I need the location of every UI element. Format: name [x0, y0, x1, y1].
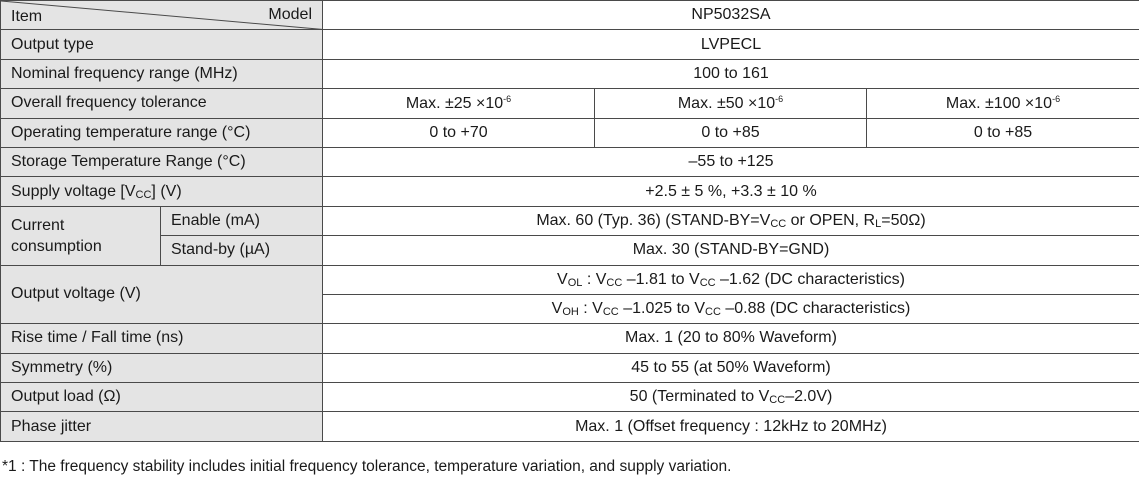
- table-row: [1, 59, 1139, 88]
- tolerance-value-1: Max. $\pm 25 \times 10^{-6}$: [323, 89, 595, 118]
- header-corner-cell: [1, 1, 323, 30]
- row-value: –55 to +125: [323, 147, 1139, 176]
- row-value: 50 (Terminated to VCC–2.0V): [323, 383, 1139, 412]
- table-row: [1, 353, 1139, 382]
- row-label: Overall frequency tolerance: [1, 89, 323, 118]
- output-voltage-label: Output voltage (V): [1, 265, 323, 324]
- table-row: [1, 324, 1139, 353]
- tolerance-value-2: Max. $\pm 50 \times 10^{-6}$: [595, 89, 867, 118]
- row-label: Nominal frequency range (MHz): [1, 59, 323, 88]
- header-row: [1, 1, 1139, 30]
- row-label: Rise time / Fall time (ns): [1, 324, 323, 353]
- row-label: Operating temperature range (°C): [1, 118, 323, 147]
- row-label: Output type: [1, 30, 323, 59]
- row-value: LVPECL: [323, 30, 1139, 59]
- row-label: Symmetry (%): [1, 353, 323, 382]
- table-row: [1, 236, 1139, 265]
- table-row: [1, 412, 1139, 441]
- table-row: [1, 177, 1139, 206]
- operating-temp-value-1: 0 to +70: [323, 118, 595, 147]
- vol-value: VOL : VCC –1.81 to VCC –1.62 (DC characteristics): [323, 265, 1139, 294]
- model-header-label: Model: [268, 6, 312, 23]
- current-consumption-label: Current consumption: [1, 206, 161, 265]
- row-value: +2.5 ± 5 %, +3.3 ± 10 %: [323, 177, 1139, 206]
- operating-temp-value-3: 0 to +85: [867, 118, 1139, 147]
- row-value: 45 to 55 (at 50% Waveform): [323, 353, 1139, 382]
- row-label: Phase jitter: [1, 412, 323, 441]
- footnote: *1 : The frequency stability includes initial frequency tolerance, temperature variation, and supply variation.: [2, 458, 732, 475]
- table-row: [1, 383, 1139, 412]
- model-name-cell: NP5032SA: [323, 1, 1139, 30]
- table-row: [1, 118, 1139, 147]
- operating-temp-value-2: 0 to +85: [595, 118, 867, 147]
- table-row: [1, 30, 1139, 59]
- table-row: [1, 265, 1139, 294]
- row-label: Output load (Ω): [1, 383, 323, 412]
- voh-value: VOH : VCC –1.025 to VCC –0.88 (DC characteristics): [323, 294, 1139, 323]
- row-value: Max. 1 (20 to 80% Waveform): [323, 324, 1139, 353]
- table-row: [1, 147, 1139, 176]
- item-header-label: Item: [11, 8, 43, 26]
- row-label: Storage Temperature Range (°C): [1, 147, 323, 176]
- enable-value: Max. 60 (Typ. 36) (STAND-BY=VCC or OPEN, RL=50Ω): [323, 206, 1139, 235]
- enable-label: Enable (mA): [161, 206, 323, 235]
- standby-label: Stand-by (µA): [161, 236, 323, 265]
- row-value: 100 to 161: [323, 59, 1139, 88]
- standby-value: Max. 30 (STAND-BY=GND): [323, 236, 1139, 265]
- table-row: [1, 206, 1139, 235]
- table-row: [1, 89, 1139, 118]
- tolerance-value-3: Max. $\pm 100 \times 10^{-6}$: [867, 89, 1139, 118]
- row-label: Supply voltage [VCC] (V): [1, 177, 323, 206]
- row-value: Max. 1 (Offset frequency : 12kHz to 20MHz): [323, 412, 1139, 441]
